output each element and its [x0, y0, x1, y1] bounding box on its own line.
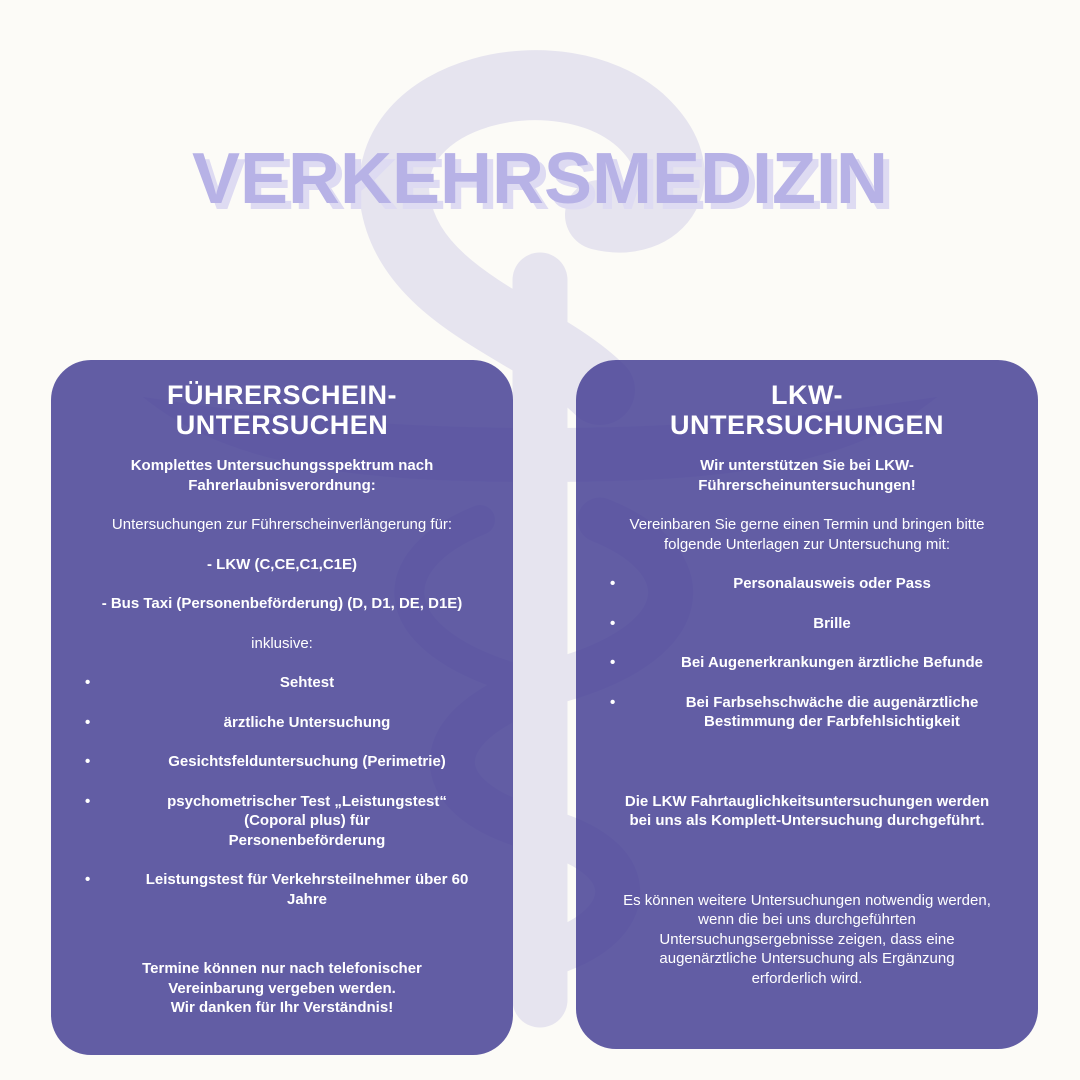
footer-line: Vereinbarung vergeben werden. [168, 979, 396, 997]
further-line: wenn die bei uns durchgeführten [698, 911, 916, 928]
further-line: augenärztliche Untersuchung als Ergänzung [659, 950, 955, 967]
footer-line: Termine können nur nach telefonischer [142, 960, 422, 977]
lkw-classes: - LKW (C,CE,C1,C1E) [207, 555, 357, 573]
list-item-text: Bei Augenerkrankungen ärztliche Befunde [680, 654, 983, 671]
bullet-icon: • [610, 575, 616, 592]
further-exam-text [606, 891, 1008, 989]
bullet-icon: • [85, 753, 91, 770]
list-item-text: Personenbeförderung [228, 831, 386, 849]
complete-exam-text [606, 792, 1008, 831]
list-item-text: Jahre [286, 890, 328, 908]
intro-text [606, 456, 1008, 495]
list-item [81, 752, 483, 772]
list-item [81, 713, 483, 733]
intro-line: Wir unterstützen Sie bei LKW- [700, 457, 914, 474]
heading-line: LKW- [771, 380, 843, 410]
footer-note [81, 959, 483, 1018]
included-list [81, 673, 483, 909]
list-item [81, 792, 483, 851]
list-item [606, 614, 1008, 634]
further-line: Es können weitere Untersuchungen notwendig werden, [623, 891, 991, 909]
list-item-text: Leistungstest für Verkehrsteilnehmer über 60 [145, 871, 469, 888]
intro-line: Fahrerlaubnisverordnung: [188, 476, 376, 494]
appointment-line: folgende Unterlagen zur Untersuchung mit: [664, 535, 950, 553]
bullet-icon: • [610, 654, 616, 671]
list-item-text: Sehtest [279, 674, 335, 691]
bullet-icon: • [610, 614, 616, 632]
further-line: erforderlich wird. [751, 969, 863, 987]
list-item-text: psychometrischer Test „Leistungstest“ [167, 792, 447, 810]
bullet-icon: • [85, 674, 91, 691]
list-item-text: Gesichtsfelduntersuchung (Perimetrie) [168, 753, 446, 770]
complete-line: Die LKW Fahrtauglichkeitsuntersuchungen werden [624, 792, 990, 810]
footer-line: Wir danken für Ihr Verständnis! [170, 999, 394, 1016]
further-line: Untersuchungsergebnisse zeigen, dass eine [659, 930, 955, 948]
list-item-text: ärztliche Untersuchung [223, 713, 391, 731]
card-heading [81, 380, 483, 440]
intro-line: Führerscheinuntersuchungen! [698, 476, 916, 494]
documents-list [606, 574, 1008, 732]
complete-line: bei uns als Komplett-Untersuchung durchgeführt. [629, 812, 985, 829]
appointment-text [606, 515, 1008, 554]
list-item-text: (Coporal plus) für [244, 812, 370, 829]
list-item [606, 653, 1008, 673]
bus-classes: - Bus Taxi (Personenbeförderung) (D, D1, DE, D1E) [101, 595, 463, 612]
bullet-icon: • [85, 792, 91, 810]
list-item [606, 574, 1008, 594]
heading-line: UNTERSUCHEN [175, 410, 389, 440]
appointment-line: Vereinbaren Sie gerne einen Termin und bringen bitte [629, 516, 985, 533]
card-lkw [576, 360, 1038, 1049]
bullet-icon: • [85, 713, 91, 731]
page-title: VERKEHRSMEDIZIN [191, 139, 889, 219]
list-item [81, 673, 483, 693]
heading-line: FÜHRERSCHEIN- [166, 380, 397, 410]
list-item [81, 870, 483, 909]
bullet-icon: • [610, 693, 616, 711]
list-item-text: Brille [813, 614, 851, 632]
intro-line: Komplettes Untersuchungsspektrum nach [130, 457, 434, 474]
list-item [606, 693, 1008, 732]
list-item-text: Bei Farbsehschwäche die augenärztliche [685, 693, 979, 711]
list-item-text: Bestimmung der Farbfehlsichtigkeit [704, 713, 960, 730]
list-item-text: Personalausweis oder Pass [733, 575, 931, 592]
inklusive-label: inklusive: [251, 634, 313, 652]
card-heading [606, 380, 1008, 440]
bullet-icon: • [85, 871, 91, 888]
card-fuehrerschein [51, 360, 513, 1055]
renewal-text: Untersuchungen zur Führerscheinverlängerung für: [111, 516, 453, 533]
heading-line: UNTERSUCHUNGEN [669, 410, 944, 440]
intro-text [81, 456, 483, 495]
